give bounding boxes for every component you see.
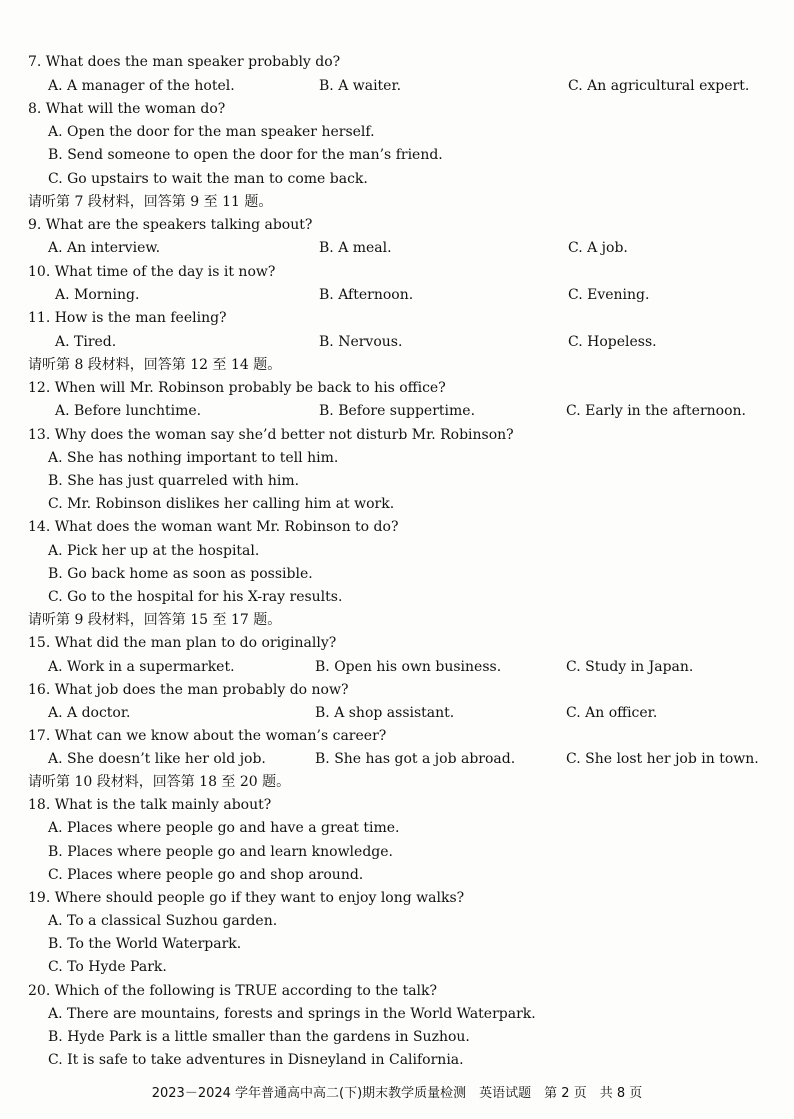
q10-option-c: C. Evening. <box>568 287 650 303</box>
question-9-stem: 9. What are the speakers talking about? <box>28 217 313 233</box>
question-12-options <box>0 400 794 423</box>
q17-option-b: B. She has got a job abroad. <box>315 751 516 767</box>
question-15-stem: 15. What did the man plan to do originally? <box>28 635 337 651</box>
q18-option-c: C. Places where people go and shop around. <box>48 867 364 883</box>
question-7-stem: 7. What does the man speaker probably do? <box>28 54 341 70</box>
page-footer: 2023－2024 学年普通高中高二(下)期末教学质量检测 英语试题 第 2 页 共 8 页 <box>151 1086 643 1101</box>
q20-option-a: A. There are mountains, forests and springs in the World Waterpark. <box>48 1006 536 1022</box>
q11-option-b: B. Nervous. <box>319 334 403 350</box>
question-10-options <box>0 284 794 307</box>
q16-option-b: B. A shop assistant. <box>315 705 455 721</box>
question-18-stem: 18. What is the talk mainly about? <box>28 797 272 813</box>
question-14-stem: 14. What does the woman want Mr. Robinson to do? <box>28 519 399 535</box>
section-9-instruction: 请听第 9 段材料，回答第 15 至 17 题。 <box>28 612 282 628</box>
section-7-instruction: 请听第 7 段材料，回答第 9 至 11 题。 <box>28 194 273 210</box>
question-20-stem: 20. Which of the following is TRUE according to the talk? <box>28 983 438 999</box>
question-10-stem: 10. What time of the day is it now? <box>28 264 276 280</box>
q14-option-c: C. Go to the hospital for his X-ray results. <box>48 589 343 605</box>
q20-option-b: B. Hyde Park is a little smaller than the gardens in Suzhou. <box>48 1029 470 1045</box>
q16-option-c: C. An officer. <box>566 705 658 721</box>
question-16-stem: 16. What job does the man probably do now? <box>28 682 349 698</box>
section-10-instruction: 请听第 10 段材料，回答第 18 至 20 题。 <box>28 774 291 790</box>
q9-option-c: C. A job. <box>568 240 628 256</box>
q17-option-a: A. She doesn’t like her old job. <box>48 751 266 767</box>
q12-option-c: C. Early in the afternoon. <box>566 403 747 419</box>
q20-option-c: C. It is safe to take adventures in Disneyland in California. <box>48 1052 464 1068</box>
q7-option-a: A. A manager of the hotel. <box>48 78 235 94</box>
question-12-stem: 12. When will Mr. Robinson probably be back to his office? <box>28 380 446 396</box>
question-8-stem: 8. What will the woman do? <box>28 101 226 117</box>
q19-option-b: B. To the World Waterpark. <box>48 936 242 952</box>
q13-option-b: B. She has just quarreled with him. <box>48 473 300 489</box>
q11-option-a: A. Tired. <box>55 334 117 350</box>
q18-option-a: A. Places where people go and have a great time. <box>48 820 400 836</box>
question-11-stem: 11. How is the man feeling? <box>28 310 227 326</box>
q14-option-a: A. Pick her up at the hospital. <box>48 543 260 559</box>
q12-option-b: B. Before suppertime. <box>319 403 476 419</box>
question-17-stem: 17. What can we know about the woman’s career? <box>28 728 387 744</box>
q13-option-c: C. Mr. Robinson dislikes her calling him at work. <box>48 496 395 512</box>
question-16-options <box>0 702 794 725</box>
q15-option-b: B. Open his own business. <box>315 659 502 675</box>
q15-option-a: A. Work in a supermarket. <box>48 659 235 675</box>
question-17-options <box>0 748 794 771</box>
q10-option-b: B. Afternoon. <box>319 287 414 303</box>
q14-option-b: B. Go back home as soon as possible. <box>48 566 313 582</box>
question-11-options <box>0 331 794 354</box>
q8-option-b: B. Send someone to open the door for the man’s friend. <box>48 147 443 163</box>
q19-option-c: C. To Hyde Park. <box>48 959 167 975</box>
question-9-options <box>0 237 794 260</box>
q16-option-a: A. A doctor. <box>48 705 131 721</box>
q8-option-c: C. Go upstairs to wait the man to come back. <box>48 171 368 187</box>
q18-option-b: B. Places where people go and learn knowledge. <box>48 844 393 860</box>
q12-option-a: A. Before lunchtime. <box>55 403 202 419</box>
q10-option-a: A. Morning. <box>55 287 140 303</box>
q7-option-b: B. A waiter. <box>319 78 402 94</box>
question-15-options <box>0 656 794 679</box>
q9-option-b: B. A meal. <box>319 240 392 256</box>
q9-option-a: A. An interview. <box>48 240 161 256</box>
q15-option-c: C. Study in Japan. <box>566 659 694 675</box>
question-13-stem: 13. Why does the woman say she’d better not disturb Mr. Robinson? <box>28 427 514 443</box>
q11-option-c: C. Hopeless. <box>568 334 657 350</box>
q17-option-c: C. She lost her job in town. <box>566 751 759 767</box>
q19-option-a: A. To a classical Suzhou garden. <box>48 913 278 929</box>
q8-option-a: A. Open the door for the man speaker herself. <box>48 124 375 140</box>
question-19-stem: 19. Where should people go if they want to enjoy long walks? <box>28 890 465 906</box>
section-8-instruction: 请听第 8 段材料，回答第 12 至 14 题。 <box>28 357 282 373</box>
question-7-options <box>0 75 794 98</box>
q13-option-a: A. She has nothing important to tell him. <box>48 450 339 466</box>
q7-option-c: C. An agricultural expert. <box>568 78 750 94</box>
